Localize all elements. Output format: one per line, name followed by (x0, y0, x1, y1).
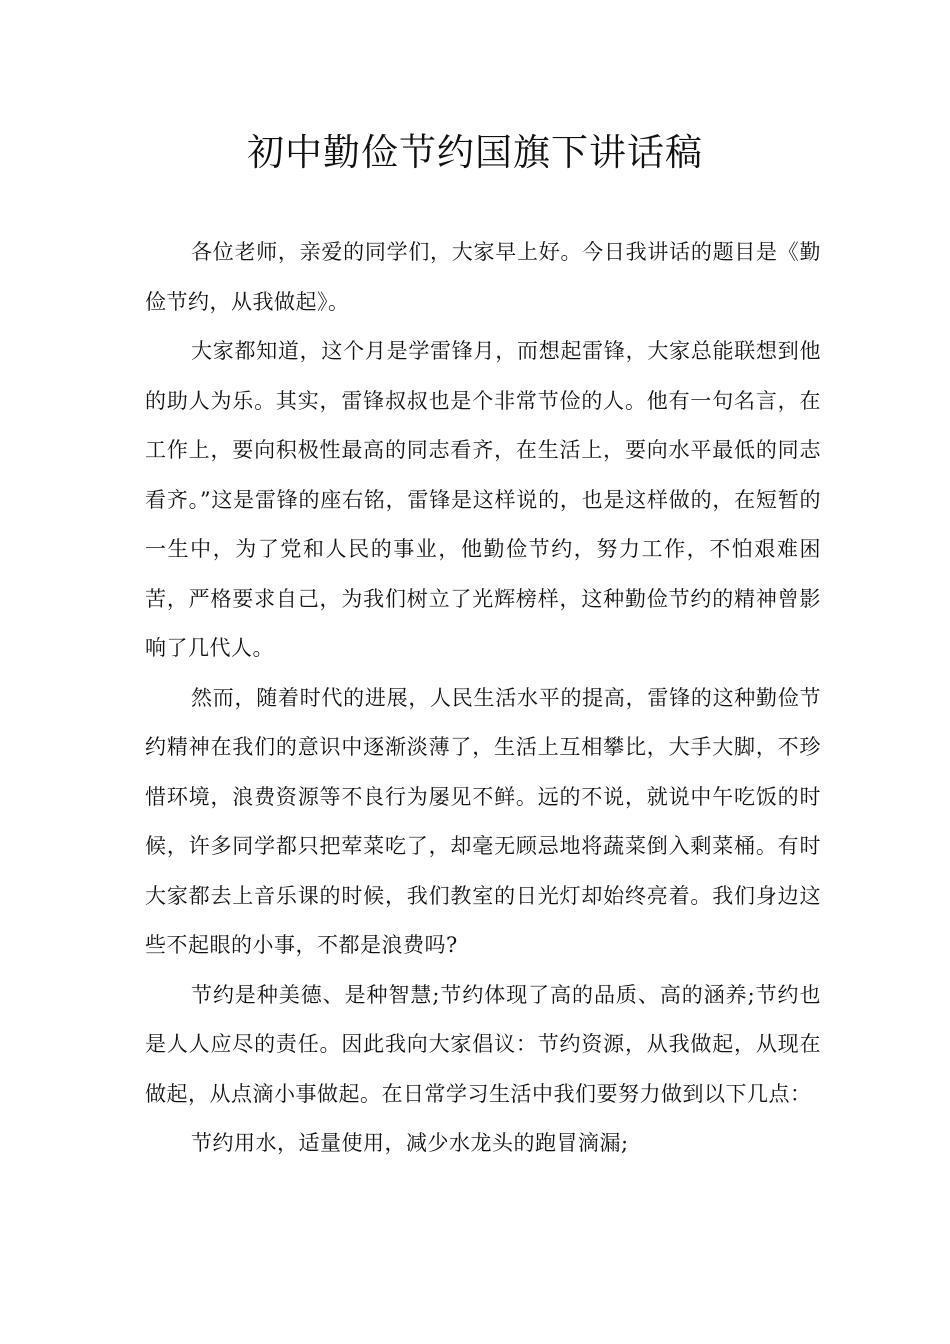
paragraph-greeting: 各位老师，亲爱的同学们，大家早上好。今日我讲话的题目是《勤俭节约，从我做起》。 (145, 240, 821, 314)
paragraph-proposal: 节约是种美德、是种智慧;节约体现了高的品质、高的涵养;节约也是人人应尽的责任。因此我向大家倡议：节约资源，从我做起，从现在做起，从点滴小事做起。在日常学习生活中我们要努力做到以下几点： (145, 982, 821, 1106)
document-title: 初中勤俭节约国旗下讲话稿 (247, 131, 703, 174)
paragraph-save-water: 节约用水，适量使用，减少水龙头的跑冒滴漏; (191, 1131, 629, 1155)
document-body (145, 228, 821, 1169)
paragraph-leifeng: 大家都知道，这个月是学雷锋月，而想起雷锋，大家总能联想到他的助人为乐。其实，雷锋叔叔也是个非常节俭的人。他有一句名言，在工作上，要向积极性最高的同志看齐，在生活上，要向水平最低的同志看齐。”这是雷锋的座右铭，雷锋是这样说的，也是这样做的，在短暂的一生中，为了党和人民的事业，他勤俭节约，努力工作，不怕艰难困苦，严格要求自己，为我们树立了光辉榜样，这种勤俭节约的精神曾影响了几代人。 (145, 339, 821, 660)
paragraph-however: 然而，随着时代的进展，人民生活水平的提高，雷锋的这种勤俭节约精神在我们的意识中逐渐淡薄了，生活上互相攀比，大手大脚，不珍惜环境，浪费资源等不良行为屡见不鲜。远的不说，就说中午吃饭的时候，许多同学都只把荤菜吃了，却毫无顾忌地将蔬菜倒入剩菜桶。有时大家都去上音乐课的时候，我们教室的日光灯却始终亮着。我们身边这些不起眼的小事，不都是浪费吗? (145, 685, 821, 957)
